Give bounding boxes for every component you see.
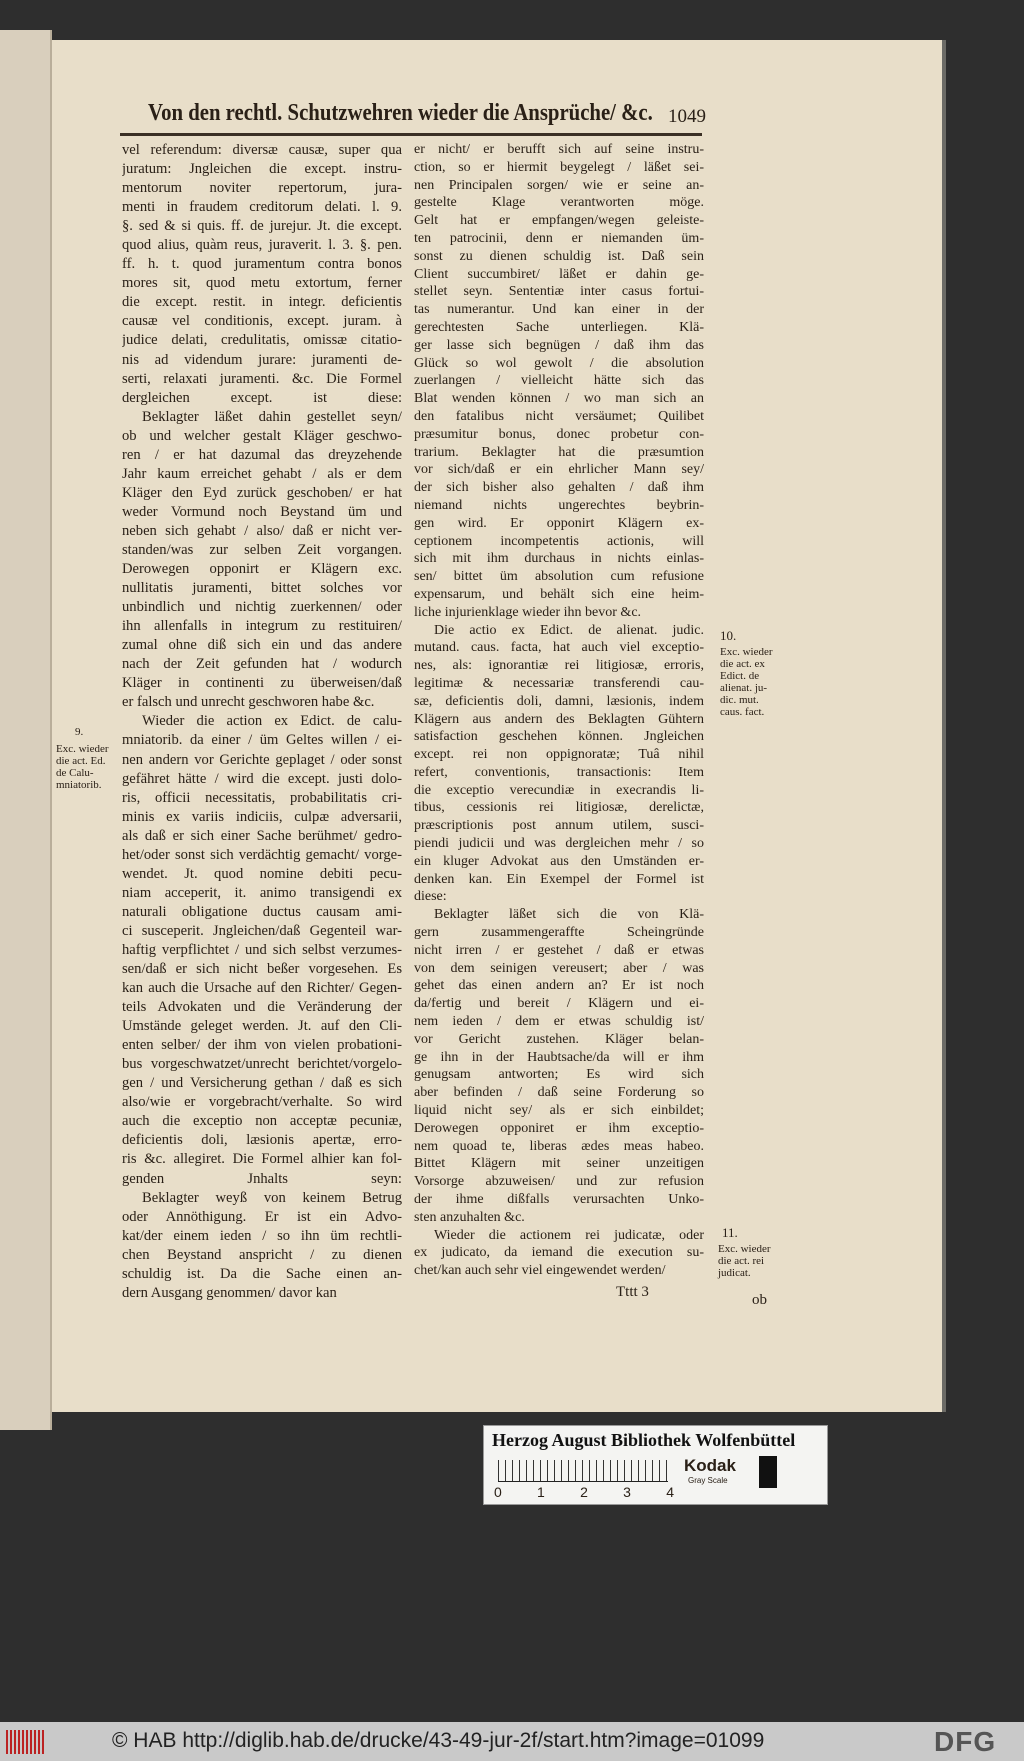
- text-line: wendet. Jt. quod nomine debiti pecu-: [122, 865, 402, 882]
- text-line: juratum: Jngleichen die except. instru-: [122, 161, 402, 178]
- text-line: dern Ausgang genommen/ davor kan: [122, 1284, 337, 1301]
- hab-logo-icon: [6, 1730, 46, 1754]
- text-line: ris &c. allegiret. Die Formel alhier kan fol-: [122, 1151, 402, 1168]
- text-line: diese:: [414, 889, 447, 905]
- text-line: het/oder sonst sich verdächtig gemacht/ vorge-: [122, 846, 402, 863]
- text-line: gestelte Klage verantworten möge.: [414, 195, 704, 211]
- text-line: Jahr kaum erreichet gehabt / als er dem: [122, 465, 402, 482]
- dfg-logo: DFG: [934, 1726, 997, 1757]
- text-line: vor sich/daß er ein ehrlicher Mann sey/: [414, 462, 704, 478]
- text-line: judice delati, credulitatis, omissæ citatio-: [122, 332, 402, 349]
- text-line: oder Annöthigung. Er ist ein Advo-: [122, 1208, 402, 1225]
- text-line: ger lasse sich begnügen / daß ihm das: [414, 337, 704, 353]
- text-line: schuldig ist. Da die Sache einen an-: [122, 1265, 402, 1282]
- text-line: dergleichen except. ist diese:: [122, 389, 402, 406]
- text-line: mores sit, quod metu extortum, ferner: [122, 275, 402, 292]
- text-line: ci susceperit. Jngleichen/daß Gegenteil war-: [122, 922, 402, 939]
- text-line: ris, officii necessitatis, probabilitatis cri-: [122, 789, 402, 806]
- text-line: enten selber/ der ihm von vielen probationi-: [122, 1037, 402, 1054]
- text-line: sæ, deficientis doli, damni, læsionis, indem: [414, 693, 704, 709]
- text-line: menti in fraudem creditorum delati. l. 9.: [122, 199, 402, 216]
- text-line: auch die exceptio non acceptæ pecuniæ,: [122, 1113, 402, 1130]
- text-line: gern zusammengeraffte Scheingründe: [414, 925, 704, 941]
- text-line: mutand. caus. facta, hat auch viel exceptio-: [414, 640, 704, 656]
- text-line: Die actio ex Edict. de alienat. judic.: [434, 622, 704, 638]
- text-line: nen Principalen sorgen/ wie er seine an-: [414, 177, 704, 193]
- text-line: nach der Zeit gefunden hat / wodurch: [122, 656, 402, 673]
- margin-note-9: [56, 743, 109, 791]
- text-line: ein kluger Advokat aus den Umständen er-: [414, 853, 704, 869]
- text-line: der sich bisher also gehalten / daß ihm: [414, 480, 704, 496]
- text-line: Kläger in continenti zu überweisen/daß: [122, 675, 402, 692]
- library-name: Herzog August Bibliothek Wolfenbüttel: [492, 1430, 796, 1450]
- text-line: er nicht/ er berufft sich auf seine instru-: [414, 142, 704, 157]
- running-title: Von den rechtl. Schutzwehren wieder die Ansprüche/ &c.: [148, 100, 653, 126]
- text-line: kat/der einem ieden / so ihn üm rechtli-: [122, 1227, 402, 1244]
- right-text-column: [414, 141, 704, 1280]
- text-line: præscriptionis post annum utilem, susci-: [414, 818, 704, 834]
- text-line: Derowegen opponirt er Klägern exc.: [122, 561, 402, 578]
- text-line: Vorsorge abzuweisen/ und zur refusion: [414, 1174, 704, 1190]
- scale-3: 3: [623, 1484, 631, 1500]
- text-line: nicht irren / er gestehet / daß er etwas: [414, 942, 704, 958]
- text-line: nen andern vor Gerichte geplaget / oder sonst: [122, 751, 402, 768]
- text-line: Derowegen opponiret er ihm exceptio-: [414, 1120, 704, 1136]
- text-line: als daß er sich einer Sache berühmet/ gedro-: [122, 827, 402, 844]
- text-line: gen / und Versicherung gethan / daß es sich: [122, 1075, 402, 1092]
- text-line: nullitatis juramenti, bittet solches vor: [122, 580, 402, 597]
- text-line: der ihme dißfalls verursachten Unko-: [414, 1192, 704, 1208]
- text-line: zuerlangen / vielleicht hätte sich das: [414, 373, 704, 389]
- text-line: bus vorgeschwatzet/unrecht berichtet/vorgelo-: [122, 1056, 402, 1073]
- text-line: vel referendum: diversæ causæ, super qua: [122, 142, 402, 158]
- text-line: Gelt hat er empfangen/wegen geleiste-: [414, 213, 704, 229]
- text-line: zumal ohne diß sich ein und das andere: [122, 637, 402, 654]
- kodak-label: Kodak: [684, 1456, 736, 1475]
- text-line: er falsch und unrecht geschworen habe &c.: [122, 694, 375, 711]
- text-line: sen/ bittet üm absolution cum refusione: [414, 569, 704, 585]
- text-line: neben sich gehabt / also/ daß er nicht ver-: [122, 522, 402, 539]
- text-line: ction, so er hiermit beygelegt / läßet sei-: [414, 159, 704, 175]
- text-line: nis ad videndum jurare: juramenti de-: [122, 351, 402, 368]
- margin-note-line: de Calu-: [56, 767, 94, 779]
- margin-note-line: Exc. wieder: [56, 743, 109, 755]
- text-line: sonst zu dienen schuldig ist. Daß sein: [414, 248, 704, 264]
- text-line: Blat wenden können / wo man sich an: [414, 391, 704, 407]
- text-line: genugsam antworten; Es wird sich: [414, 1067, 704, 1083]
- text-line: gerechtesten Sache unterliegen. Klä-: [414, 319, 704, 335]
- margin-note-line: die act. rei: [718, 1255, 765, 1267]
- text-line: gen wird. Er opponirt Klägern ex-: [414, 515, 704, 531]
- text-line: minis ex variis indiciis, culpæ adversarii,: [122, 808, 402, 825]
- text-line: chet/kan auch sehr viel eingewendet werden/: [414, 1263, 666, 1279]
- text-line: Glück so wol gewolt / die absolution: [414, 355, 704, 371]
- text-line: expensarum, und behält sich eine heim-: [414, 586, 704, 602]
- footer-bar: [0, 1722, 1024, 1761]
- text-line: die except. restit. in integr. deficientis: [122, 294, 402, 311]
- text-line: nes, als: ignorantiæ rei litigiosæ, erroris,: [414, 658, 704, 674]
- text-line: Kläger den Eyd zurück geschoben/ er hat: [122, 484, 402, 501]
- scale-ruler: [498, 1460, 668, 1482]
- text-line: weder Vormund noch Beystand üm und: [122, 503, 402, 520]
- text-line: den fatalibus nicht versäumet; Quilibet: [414, 408, 704, 424]
- text-line: sen/daß er sich nicht beßer vorgesehen. Es: [122, 961, 402, 978]
- text-line: die exceptio verecundiæ in execrandis li-: [414, 782, 704, 798]
- margin-note-line: dic. mut.: [720, 694, 759, 706]
- text-line: naturali obligatione ductus causam ami-: [122, 903, 402, 920]
- text-line: deficientis doli, læsionis apertæ, erro-: [122, 1132, 402, 1149]
- text-line: Klägern aus andern des Beklagten Gühtern: [414, 711, 704, 727]
- text-line: ff. h. t. quod juramentum contra bonos: [122, 256, 402, 273]
- adjacent-page-edge: [0, 30, 52, 1430]
- signature-mark: Tttt 3: [616, 1284, 649, 1300]
- scale-4: 4: [666, 1484, 674, 1500]
- text-line: ten patrocinii, denn er niemanden üm-: [414, 230, 704, 246]
- text-line: trarium. Beklagter hat die præsumtion: [414, 444, 704, 460]
- text-line: gefähret hätte / wird die except. justi dolo-: [122, 770, 402, 787]
- text-line: kan auch die Ursache auf den Richter/ Gegen-: [122, 980, 402, 997]
- text-line: legitimæ & necessariæ transferendi cau-: [414, 675, 704, 691]
- text-line: ob und welcher gestalt Kläger geschwo-: [122, 427, 402, 444]
- text-line: refert, conventionis, transactionis: Item: [414, 764, 704, 780]
- margin-note-11: [718, 1243, 771, 1279]
- text-line: vor Gericht zustehen. Kläger belan-: [414, 1031, 704, 1047]
- text-line: Beklagter läßet sich die von Klä-: [434, 907, 704, 923]
- text-line: von dem seinigen vereusert; aber / was: [414, 960, 704, 976]
- text-line: §. sed & si quis. ff. de jurejur. Jt. die except.: [122, 218, 402, 235]
- margin-note-line: Edict. de: [720, 670, 760, 682]
- margin-note-line: Exc. wieder: [718, 1243, 771, 1255]
- margin-number-10: 10.: [720, 628, 737, 643]
- text-line: unbindlich und nichtig zuerkennen/ oder: [122, 599, 402, 616]
- text-line: mniatorib. da einer / üm Geltes willen / ei-: [122, 732, 402, 749]
- scale-numbers: [494, 1484, 674, 1500]
- gray-patch: [759, 1456, 777, 1488]
- text-line: except. rei non oppignoratæ; Tuâ nihil: [414, 747, 704, 763]
- text-line: denken kan. Ein Exempel der Formel ist: [414, 871, 704, 887]
- margin-number-11: 11.: [722, 1225, 738, 1240]
- text-line: da/fertig und bereit / Klägern und ei-: [414, 996, 704, 1012]
- scale-0: 0: [494, 1484, 502, 1500]
- text-line: standen/was zur selben Zeit vorgangen.: [122, 541, 402, 558]
- text-line: ren / er hat dazumal das dreyzehende: [122, 446, 402, 463]
- margin-note-line: mniatorib.: [56, 779, 102, 791]
- text-line: gehet das einen andern an? Er ist noch: [414, 978, 704, 994]
- text-line: Bittet Klägern mit seiner unzeitigen: [414, 1156, 704, 1172]
- margin-note-line: die act. Ed.: [56, 755, 106, 767]
- text-line: Umstände geleget werden. Jt. auf den Cli-: [122, 1018, 402, 1035]
- text-line: satisfaction geschehen können. Jngleichen: [414, 729, 704, 745]
- left-text-column: [122, 141, 402, 1303]
- margin-note-line: caus. fact.: [720, 706, 765, 718]
- text-line: genden Jnhalts seyn:: [122, 1170, 402, 1187]
- text-line: Beklagter läßet dahin gestellet seyn/: [142, 408, 402, 425]
- text-line: tibus, cessionis rei litigiosæ, derelictæ,: [414, 800, 704, 816]
- text-line: ge ihn in der Haubtsache/da will er ihm: [414, 1049, 704, 1065]
- margin-note-line: judicat.: [718, 1267, 751, 1279]
- margin-number-9: 9.: [75, 726, 84, 738]
- text-line: causæ vel conditionis, except. juram. à: [122, 313, 402, 330]
- text-line: Wieder die actionem rei judicatæ, oder: [434, 1227, 704, 1243]
- margin-note-line: die act. ex: [720, 658, 765, 670]
- text-line: liquid nicht sey/ als er sich einbildet;: [414, 1103, 704, 1119]
- text-line: ihn allenfalls in integrum zu restituiren/: [122, 618, 402, 635]
- copyright-link[interactable]: © HAB http://diglib.hab.de/drucke/43-49-jur-2f/start.htm?image=01099: [112, 1729, 765, 1752]
- text-line: Wieder die action ex Edict. de calu-: [142, 713, 402, 730]
- text-line: aber befinden / daß seine Forderung so: [414, 1085, 704, 1101]
- page-number: 1049: [668, 106, 706, 127]
- text-line: tas numerantur. Und kan einer in der: [414, 302, 704, 318]
- text-line: stellet seyn. Sententiæ inter casus fortui-: [414, 284, 704, 300]
- scale-1: 1: [537, 1484, 545, 1500]
- text-line: Client succumbiret/ läßet er dahin ge-: [414, 266, 704, 282]
- color-card: [483, 1425, 828, 1505]
- text-line: liche injurienklage wieder ihn bevor &c.: [414, 604, 642, 620]
- text-line: mentorum noviter repertorum, jura-: [122, 180, 402, 197]
- text-line: haftig verpflichtet / und sich selbst verzumes-: [122, 941, 402, 958]
- gray-scale-label: Gray Scale: [688, 1476, 728, 1485]
- margin-note-line: alienat. ju-: [720, 682, 768, 694]
- header-rule: [120, 133, 702, 136]
- text-line: nem quoad te, liberas ædes meas habeo.: [414, 1138, 704, 1154]
- text-line: teils Advokaten und die Veränderung der: [122, 999, 402, 1016]
- text-line: also/wie er vorgebracht/verhalte. So wird: [122, 1094, 402, 1111]
- text-line: nem ieden / dem er etwas schuldig ist/: [414, 1014, 704, 1030]
- scale-2: 2: [580, 1484, 588, 1500]
- text-line: ex judicato, da iemand die execution su-: [414, 1245, 704, 1261]
- text-line: serti, relaxati juramenti. &c. Die Formel: [122, 370, 402, 387]
- text-line: niemand nichts ungerechtes beybrin-: [414, 497, 704, 513]
- text-line: Beklagter weyß von keinem Betrug: [142, 1189, 402, 1206]
- text-line: sten anzuhalten &c.: [414, 1209, 525, 1225]
- margin-note-10: [720, 646, 773, 718]
- catchword: ob: [752, 1292, 767, 1308]
- text-line: sich mit ihm durchaus in nichts einlas-: [414, 551, 704, 567]
- text-line: piendi judicii und was dergleichen mehr / so: [414, 836, 704, 852]
- margin-note-line: Exc. wieder: [720, 646, 773, 658]
- text-line: ceptionem incompetentis actionis, will: [414, 533, 704, 549]
- text-line: chen Beystand anspricht / zu dienen: [122, 1246, 402, 1263]
- text-line: niam acceperit, it. animo transigendi ex: [122, 884, 402, 901]
- text-line: præsumitur bonus, donec probetur con-: [414, 426, 704, 442]
- text-line: quod alius, quàm reus, juraverit. l. 3. §. pen.: [122, 237, 402, 254]
